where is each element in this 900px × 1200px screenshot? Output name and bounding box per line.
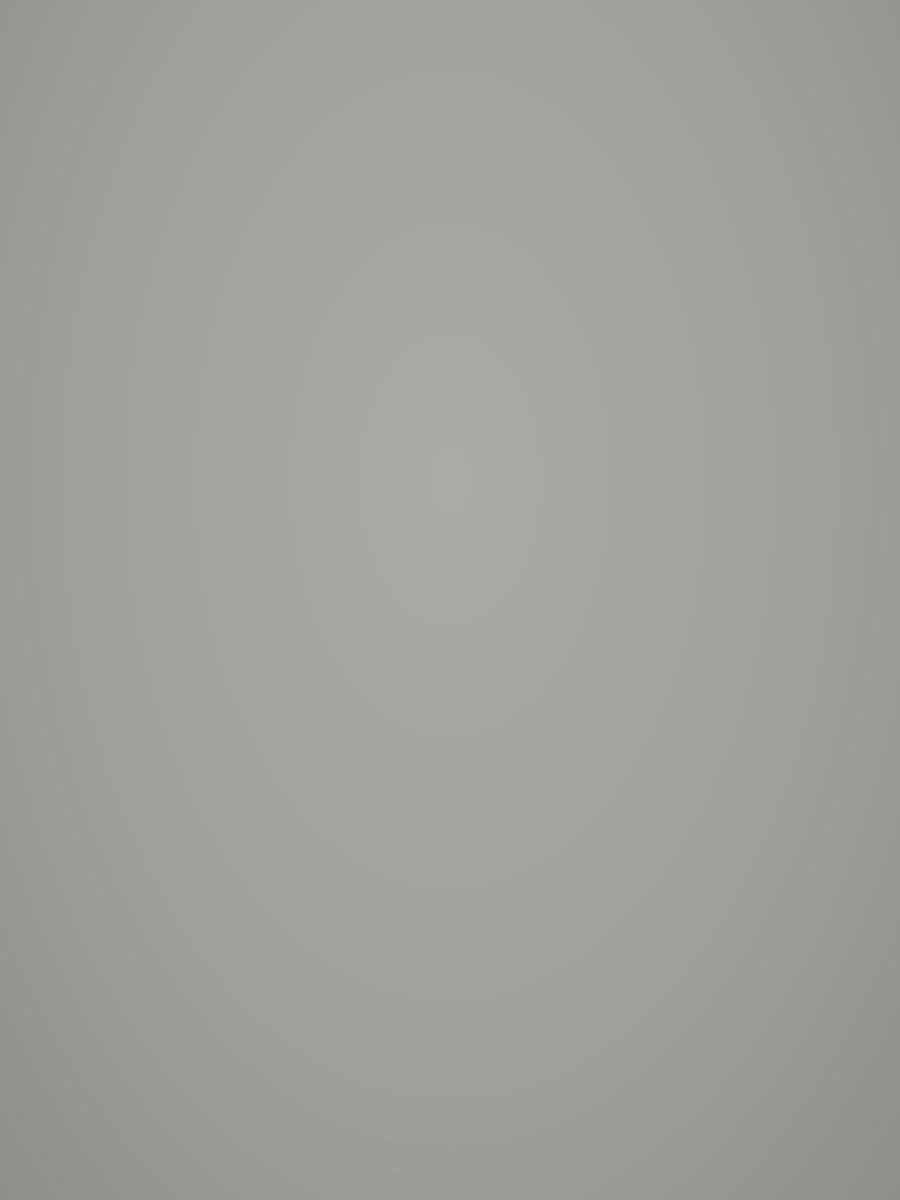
- toc-section: [80, 138, 760, 164]
- toc-preface: [80, 88, 760, 114]
